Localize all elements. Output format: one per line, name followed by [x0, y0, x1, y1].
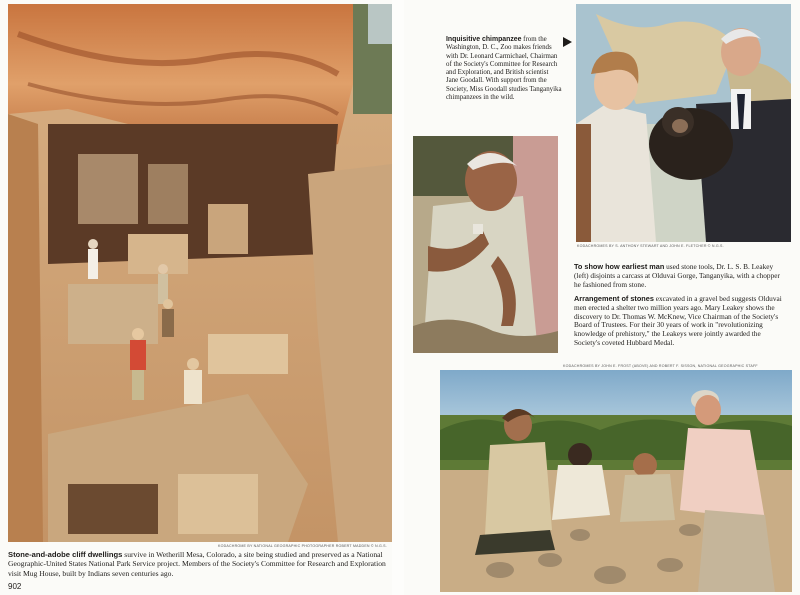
goodall-chimp-illustration	[576, 4, 791, 242]
cliff-caption-lead: Stone-and-adobe cliff dwellings	[8, 550, 123, 559]
page-folio: 902	[8, 582, 22, 591]
earliest-man-caption-text: used stone tools, Dr. L. S. B. Leakey (left) disjoints a carcass at Olduvai Gorge, Tanganyika, with a chopper he fashioned from stone.	[574, 262, 780, 289]
page-gutter	[392, 0, 404, 595]
leakey-closeup-illustration	[413, 136, 558, 353]
leakey-closeup-photo	[413, 136, 558, 353]
cliff-dwellings-illustration	[8, 4, 392, 542]
chimp-caption-lead: Inquisitive chimpanzee	[446, 36, 522, 43]
earliest-man-caption-lead: To show how earliest man	[574, 262, 665, 271]
stones-caption-text: excavated in a gravel bed suggests Olduvai men erected a shelter two million years ago. Mary Leakey shows the discovery to Dr. Thomas W. McKnew, Vice Chairman of the Society's Board of Trustees. For their 30 years of work in "revolutionizing knowledge of prehistory," the Leakeys were jointly awarded the Society's coveted Hubbard Medal.	[574, 294, 782, 347]
excavation-illustration	[440, 370, 792, 592]
excavation-photo	[440, 370, 792, 592]
stones-caption	[574, 295, 788, 348]
excavation-photo-credit: KODACHROMES BY JOHN E. FROST (ABOVE) AND ROBERT F. SISSON, NATIONAL GEOGRAPHIC STAFF	[563, 364, 758, 368]
earliest-man-caption	[574, 263, 788, 289]
cliff-caption-text: survive in Wetherill Mesa, Colorado, a site being studied and preserved as a National Geographic-United States National Park Service project. Members of the Society's Committee for Research and Exploration visit Mug House, built by Indians seven centuries ago.	[8, 550, 386, 578]
goodall-chimp-photo	[576, 4, 791, 242]
chimp-caption	[446, 36, 562, 102]
pointer-arrow-icon	[563, 37, 572, 47]
goodall-photo-credit: KODACHROMES BY S. ANTHONY STEWART AND JOHN E. FLETCHER © N.G.S.	[577, 244, 724, 248]
cliff-dwellings-photo	[8, 4, 392, 542]
cliff-photo-credit: KODACHROME BY NATIONAL GEOGRAPHIC PHOTOGRAPHER ROBERT MADDEN © N.G.S.	[218, 544, 387, 548]
chimp-caption-text: from the Washington, D. C., Zoo makes friends with Dr. Leonard Carmichael, Chairman of the Society's Committee for Research and Exploration, and British scientist Jane Goodall. With support from the Society, Miss Goodall studies Tanganyika chimpanzees in the wild.	[446, 36, 562, 102]
stones-caption-lead: Arrangement of stones	[574, 294, 654, 303]
cliff-dwellings-caption	[8, 550, 390, 578]
